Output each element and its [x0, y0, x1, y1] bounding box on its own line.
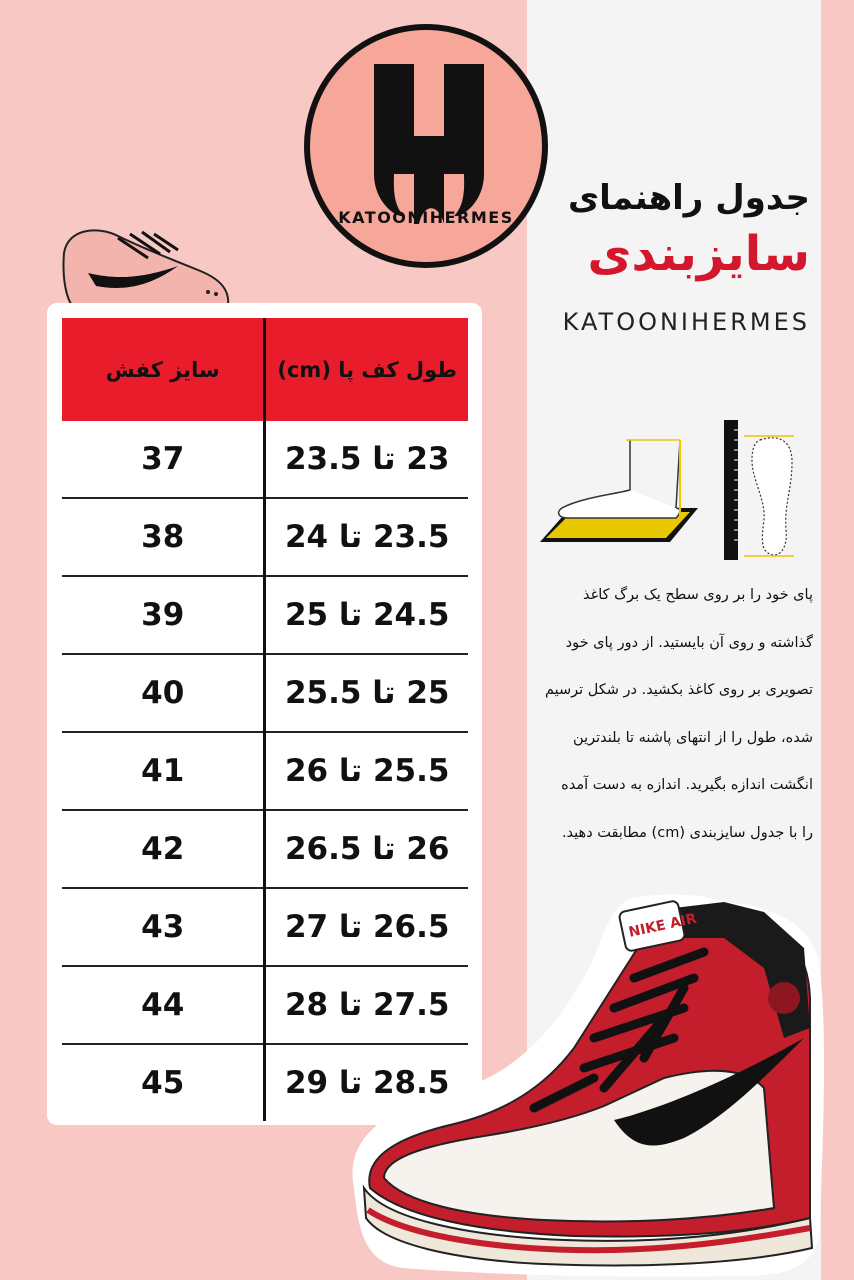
- brand-logo: [304, 24, 548, 268]
- cell-foot-length: 25 تا 25.5: [265, 654, 468, 732]
- table-row: [62, 576, 468, 654]
- cell-foot-length: 26.5 تا 27: [265, 888, 468, 966]
- instruction-line: پای خود را بر روی سطح یک برگ کاغذ: [583, 587, 813, 603]
- table-row: [62, 732, 468, 810]
- foot-measurement-icon: [530, 420, 810, 570]
- cell-shoe-size: 37: [141, 441, 185, 477]
- instruction-line: را با جدول سایزبندی (cm) مطابقت دهید.: [561, 824, 813, 841]
- page-title-line1: جدول راهنمای: [567, 178, 810, 218]
- table-row: [62, 810, 468, 888]
- table-row: [62, 421, 468, 498]
- cell-foot-length: 24.5 تا 25: [265, 576, 468, 654]
- cell-foot-length: 27.5 تا 28: [265, 966, 468, 1044]
- logo-text: KATOONIHERMES: [338, 208, 514, 227]
- table-row: [62, 498, 468, 576]
- table-row: [62, 654, 468, 732]
- header-foot-length: طول کف پا (cm): [265, 318, 468, 421]
- cell-shoe-size: 39: [62, 576, 265, 654]
- red-high-top-sneaker-image: [344, 888, 830, 1280]
- measurement-instructions: [526, 572, 813, 857]
- cell-foot-length: 23.5 تا 24: [265, 498, 468, 576]
- cell-foot-length: 25.5 تا 26: [265, 732, 468, 810]
- cell-shoe-size: 40: [62, 654, 265, 732]
- cell-shoe-size: 43: [62, 888, 265, 966]
- instruction-line: انگشت اندازه بگیرید. اندازه به دست آمده: [561, 777, 813, 793]
- table-header-row: [62, 318, 468, 421]
- cell-shoe-size: 38: [62, 498, 265, 576]
- h-monogram-icon: [310, 30, 554, 274]
- cell-foot-length: 28.5 تا 29: [265, 1044, 468, 1121]
- cell-shoe-size: 45: [62, 1044, 265, 1121]
- header-shoe-size: سایز کفش: [62, 318, 265, 421]
- instruction-line: گذاشته و روی آن بایستید. از دور پای خود: [565, 634, 813, 651]
- brand-name: KATOONIHERMES: [562, 308, 810, 336]
- instruction-line: تصویری بر روی کاغذ بکشید. در شکل ترسیم: [544, 682, 813, 698]
- cell-foot-length: 23 تا 23.5: [265, 421, 468, 498]
- cell-foot-length: 26 تا 26.5: [265, 810, 468, 888]
- nike-air-tag: NIKE AIR: [627, 910, 699, 941]
- cell-shoe-size: 42: [62, 810, 265, 888]
- cell-shoe-size: 44: [62, 966, 265, 1044]
- cell-shoe-size: 41: [62, 732, 265, 810]
- instruction-line: شده، طول را از انتهای پاشنه تا بلندترین: [573, 729, 813, 746]
- page-title-line2: سایزبندی: [587, 226, 810, 282]
